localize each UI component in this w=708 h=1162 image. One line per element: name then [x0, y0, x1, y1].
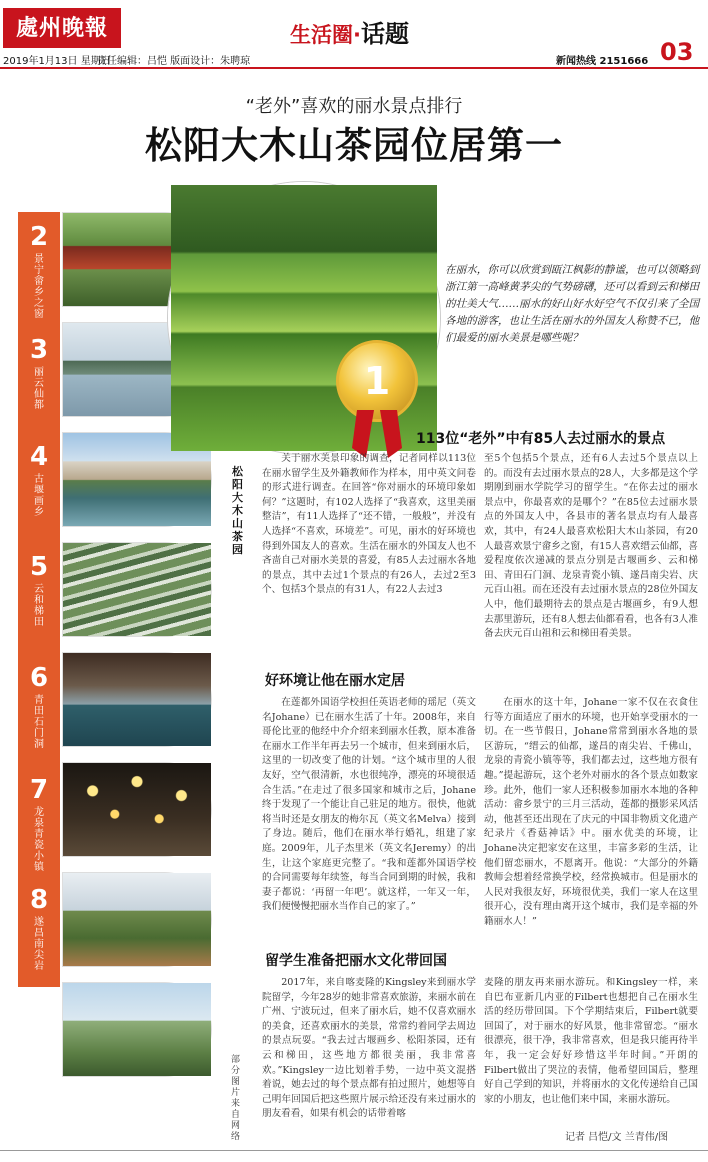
reporter-credit: 记者 吕恺/文 兰青伟/图	[565, 1132, 669, 1143]
photo-rank-6	[62, 652, 212, 747]
section-2-col-1: 在莲都外国语学校担任英语老师的瑶尼（英文名Johane）已在丽水生活了十年。2008年，来自哥伦比亚的他经中介介绍来到丽水任教，原本准备在丽水工作半年再去另一个城市，但来到丽水后，这里的一切改变了他的计划。“这个城市里的人很友好，空气很清新，水也很纯净，漂亮的环境很适合生活。”在走过了很多国家和城市之后，Johane终于发现了一个能让自己驻足的地方。很快，他就将当时还是女朋友的梅尔瓦（英文名Melva）接到了身边。随后，他们在丽水举行婚礼，组建了家庭。2009年，儿子杰里米（英文名Jeremy）的出生，让这个家庭更完整了。“我和莲都外国语学校的合同需要每年续签，每当合同到期的时候，我和妻子都说：‘再留一年吧’。就这样，一年又一年，我们便慢慢把丽水当作自己的家了。”	[262, 697, 476, 913]
section-1-col-1: 关于丽水美景印象的调查，记者同样以113位在丽水留学生及外籍教师作为样本，用中英文问卷的形式进行调查。在回答“你对丽水的环境印象如何？”这题时，有102人选择了“我喜欢，这里美丽整洁”，有11人选择了“还不错，一般般”，并没有人选择“不喜欢，环境差”。可见，丽水的好环境也得到外国友人的喜欢。生活在丽水的外国友人也不吝啬自己对丽水美景的喜爱，有85人去过丽水各地的景点，其中去过1个景点的有26人，去过2至3个、包括3个景点的有31人，有22人去过3	[262, 453, 476, 596]
rank-8	[18, 885, 60, 972]
section-1-col-2: 至5个包括5个景点，还有6人去过5个景点以上的。而没有去过丽水景点的28人，大多都是这个学期刚到丽水学院学习的留学生。“在你去过的丽水景点中，你最喜欢的是哪个？”在85位去过丽水景点的外国友人中，各县市的著名景点均有人最喜欢，其中，有24人最喜欢松阳大木山茶园，有20人最喜欢景宁畲乡之窗，有15人喜欢缙云仙都，喜爱程度依次递减的景点分别是古堰画乡、云和梯田、青田石门洞、龙泉青瓷小镇、遂昌南尖岩、庆元百山祖。而在还没有去过丽水景点的28位外国友人中，他们最期待去的景点是古堰画乡，有9人想去那里游玩，还有8人想去仙都看看，也各有3人准备去庆元百山祖和云和梯田看美景。	[484, 453, 698, 640]
section-3-title: 留学生准备把丽水文化带回国	[265, 953, 447, 969]
rank-number: 9	[29, 995, 49, 1025]
page-number: 03	[660, 38, 694, 66]
section-2-title: 好环境让他在丽水定居	[265, 673, 405, 689]
dateline: 2019年1月13日 星期日	[3, 56, 111, 67]
rank-number: 8	[29, 885, 49, 915]
newspaper-logo: 處州晚報	[3, 8, 121, 48]
vertical-label-first: 松阳大木山茶园	[232, 465, 243, 556]
photo-rank-5	[62, 542, 212, 637]
rank-name: 遂昌南尖岩	[34, 917, 44, 972]
rank-name: 青田石门洞	[34, 695, 44, 750]
rank-9	[18, 995, 60, 1082]
section-1-title: 113位“老外”中有85人去过丽水的景点	[416, 431, 666, 447]
rank-6	[18, 663, 60, 750]
section-dot: ·	[353, 23, 361, 47]
editors-credit: 责任编辑：吕恺 版面设计：朱聘琼	[97, 56, 251, 67]
photo-credit-vertical: 部分图片来自网络	[231, 1055, 241, 1142]
rank-3	[18, 335, 60, 411]
column-name: 话题	[360, 19, 409, 48]
rank-name: 龙泉青瓷小镇	[34, 807, 44, 873]
rank-name: 古堰画乡	[34, 474, 44, 518]
rank-5	[18, 552, 60, 628]
rank-4	[18, 442, 60, 518]
photo-rank-7	[62, 762, 212, 857]
rank-name: 云和梯田	[34, 584, 44, 628]
masthead-rule	[0, 67, 708, 69]
news-hotline: 新闻热线 2151666	[556, 56, 649, 67]
rank-number: 3	[29, 335, 49, 365]
section-3-col-1: 2017年，来自喀麦隆的Kingsley来到丽水学院留学，今年28岁的她非常喜欢旅游，来丽水前在广州、宁波玩过，但来了丽水后，她不仅喜欢丽水的美食，还喜欢丽水的美景，常常约着同学去周边的景点玩耍。“我去过古堰画乡、松阳茶园，还有云和梯田，这些地方都很美丽，我非常喜欢。”Kingsley一边比划着手势，一边中英文混搭着说，她去过的每个景点都有拍过照片，她想等自己明年回国后把这些照片展示给还没有来过丽水的朋友看看，如果有机会的话带着喀	[262, 977, 476, 1120]
rank-name: 庆元百山祖	[34, 1027, 44, 1082]
rank-name: 景宁畲乡之窗	[34, 254, 44, 320]
rank-2	[18, 222, 60, 320]
photo-rank-8	[62, 872, 212, 967]
rank-number: 2	[29, 222, 49, 252]
rank-number: 5	[29, 552, 49, 582]
section-name: 生活圈	[290, 23, 353, 47]
rank-number: 7	[29, 775, 49, 805]
rank-7	[18, 775, 60, 873]
rank-number: 4	[29, 442, 49, 472]
intro-paragraph: 在丽水，你可以欣赏到瓯江枫影的静谧，也可以领略到浙江第一高峰黄茅尖的气势磅礴，还可以看到云和梯田的壮美大气……丽水的好山好水好空气不仅引来了全国各地的游客，也让生活在丽水的外国友人称赞不已，他们最爱的丽水美景是哪些呢？	[445, 264, 700, 344]
headline-kicker: “老外”喜欢的丽水景点排行	[245, 96, 463, 117]
section-title	[290, 14, 409, 49]
bottom-rule	[0, 1150, 708, 1151]
section-3-col-2: 麦隆的朋友再来丽水游玩。和Kingsley一样，来自巴布亚新几内亚的Filbert也想把自己在丽水生活的经历带回国。下个学期结束后，Filbert就要回国了，对于丽水的好风景，他非常留恋。“丽水很漂亮，很干净，我非常喜欢，但是我只能再待半年，我一定会好好珍惜这半年时间。”开朗的Filbert做出了哭泣的表情，他希望回国后，整理好自己学到的知识，并将丽水的文化传递给自己国家的小朋友，也让他们来中国，来丽水游玩。	[484, 977, 698, 1105]
gold-medal-icon: 1	[336, 340, 418, 422]
section-2-col-2: 在丽水的这十年，Johane一家不仅在衣食住行等方面适应了丽水的环境，也开始享受丽水的一切。在一些节假日，Johane常常到丽水各地的景区游玩，“缙云的仙都，遂昌的南尖岩、千佛山，龙泉的青瓷小镇等等，我们都去过，这些地方很有趣。”提起游玩，这个老外对丽水的各个景点如数家珍。此外，他们一家人还积极参加丽水本地的各种活动：畲乡景宁的三月三活动，莲都的摄影采风活动，他甚至还出现在了庆元的中国非物质文化遗产纪录片《香菇神话》中。丽水优美的环境，让Johane决定把家安在这里，丰富多彩的生活，让他们留恋丽水，不愿离开。他说：“大部分的外籍教师会想着经常换学校，经常换城市。但是丽水的人民对我很友好，环境很优美，我们一家人在这里很开心，没有理由离开这个城市，我们是幸福的外籍丽水人！”	[484, 697, 698, 927]
rank-number: 6	[29, 663, 49, 693]
photo-rank-9	[62, 982, 212, 1077]
headline-title: 松阳大木山茶园位居第一	[145, 124, 563, 167]
rank-name: 丽云仙都	[34, 367, 44, 411]
